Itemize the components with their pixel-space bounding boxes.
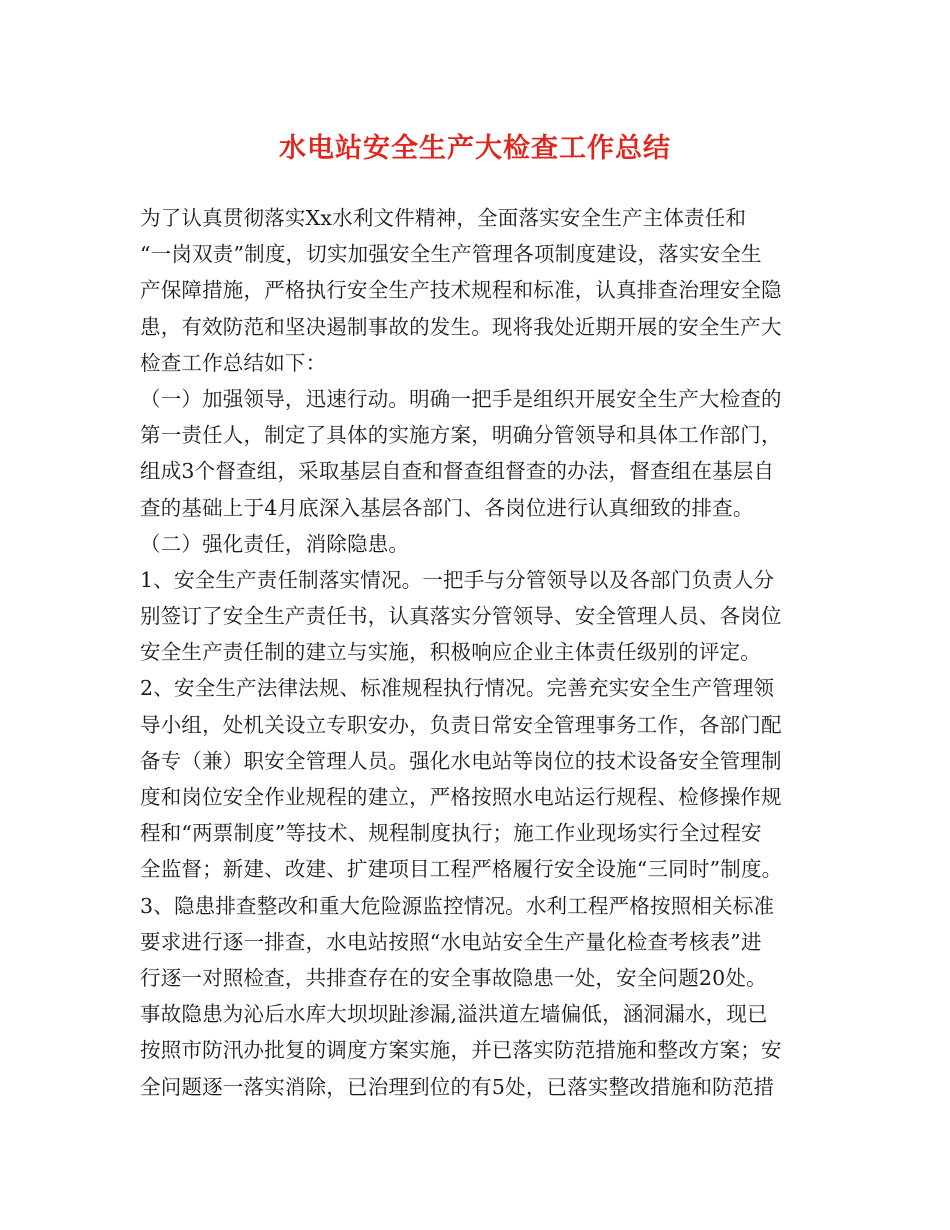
body-line: 备专（兼）职安全管理人员。强化水电站等岗位的技术设备安全管理制 [140,748,782,773]
body-line: 2、安全生产法律法规、标准规程执行情况。完善充实安全生产管理领 [140,676,775,701]
body-line: 行逐一对照检查，共排查存在的安全事故隐患一处，安全问题20处。 [140,965,767,990]
body-line: 为了认真贯彻落实Xx水利文件精神，全面落实安全生产主体责任和 [140,206,747,230]
body-line: 按照市防汛办批复的调度方案实施，并已落实防范措施和整改方案；安 [140,1038,782,1063]
body-line: 导小组，处机关设立专职安办，负责日常安全管理事务工作，各部门配 [140,712,782,737]
body-line: 全问题逐一落实消除，已治理到位的有5处，已落实整改措施和防范措 [140,1074,775,1099]
body-line: 3、隐患排查整改和重大危险源监控情况。水利工程严格按照相关标准 [140,893,775,918]
document-body [140,200,820,1105]
body-line: 第一责任人，制定了具体的实施方案，明确分管领导和具体工作部门， [140,423,782,448]
body-line: 事故隐患为沁后水库大坝坝趾渗漏,溢洪道左墙偏低，涵洞漏水，现已 [140,1002,768,1027]
body-line: 全监督；新建、改建、扩建项目工程严格履行安全设施“三同时”制度。 [140,857,783,882]
body-line: 程和“两票制度”等技术、规程制度执行；施工作业现场实行全过程安 [140,821,762,846]
body-line: 产保障措施，严格执行安全生产技术规程和标准，认真排查治理安全隐 [140,278,782,303]
body-line: 患，有效防范和坚决遏制事故的发生。现将我处近期开展的安全生产大 [140,314,782,339]
body-line: 要求进行逐一排查，水电站按照“水电站安全生产量化检查考核表”进 [140,929,762,954]
body-line: 1、安全生产责任制落实情况。一把手与分管领导以及各部门负责人分 [140,567,775,592]
body-line: 查的基础上于4月底深入基层各部门、各岗位进行认真细致的排查。 [140,495,754,520]
body-line: 别签订了安全生产责任书，认真落实分管领导、安全管理人员、各岗位 [140,604,782,629]
body-line: 度和岗位安全作业规程的建立，严格按照水电站运行规程、检修操作规 [140,785,782,809]
document-title: 水电站安全生产大检查工作总结 [279,133,671,164]
body-line: 组成3个督查组，采取基层自查和督查组督查的办法，督查组在基层自 [140,459,775,484]
body-line: （一）加强领导，迅速行动。明确一把手是组织开展安全生产大检查的 [140,386,782,411]
body-line: （二）强化责任，消除隐患。 [140,531,410,556]
body-line: “一岗双责”制度，切实加强安全生产管理各项制度建设，落实安全生 [140,242,762,267]
body-line: 检查工作总结如下： [140,350,327,375]
body-line: 安全生产责任制的建立与实施，积极响应企业主体责任级别的评定。 [140,640,761,665]
